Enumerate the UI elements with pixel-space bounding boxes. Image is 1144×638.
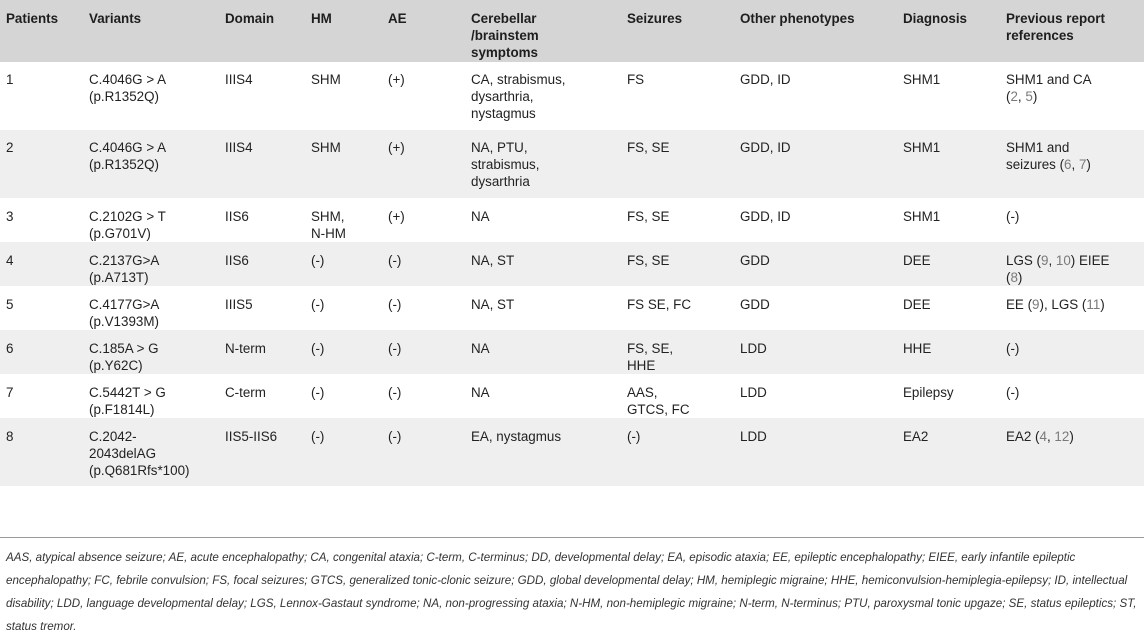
cell-variants: C.2042- 2043delAG (p.Q681Rfs*100)	[89, 429, 190, 478]
cell-domain: IIS5-IIS6	[225, 429, 278, 444]
cell-previous-references	[1000, 286, 1144, 330]
cell-patients: 1	[6, 72, 14, 87]
cell-ae: (+)	[388, 72, 405, 87]
reference-text: ), LGS (	[1039, 297, 1087, 312]
cell-other-phenotypes: LDD	[740, 385, 767, 400]
cell-ae: (+)	[388, 209, 405, 224]
reference-link[interactable]: 8	[1010, 270, 1018, 285]
reference-text: (-)	[1006, 209, 1020, 224]
cell-hm: (-)	[311, 429, 325, 444]
cell-domain: IIS6	[225, 209, 249, 224]
cell-variants: C.4046G > A (p.R1352Q)	[89, 72, 167, 104]
table-row	[0, 242, 1144, 286]
cell-seizures: FS, SE	[627, 253, 670, 268]
cell-other-phenotypes: GDD	[740, 253, 770, 268]
column-header-seizures: Seizures	[627, 11, 683, 26]
cell-patients: 6	[6, 341, 14, 356]
cell-diagnosis: SHM1	[903, 140, 941, 155]
cell-other-phenotypes: GDD	[740, 297, 770, 312]
reference-link[interactable]: 7	[1078, 157, 1087, 172]
cell-diagnosis: SHM1	[903, 72, 941, 87]
table-row	[0, 374, 1144, 418]
reference-text: SHM1 and seizures (	[1006, 140, 1070, 172]
cell-hm: (-)	[311, 385, 325, 400]
reference-link[interactable]: 11	[1086, 297, 1101, 312]
reference-text: EA2 (	[1006, 429, 1040, 444]
reference-text: (-)	[1006, 341, 1020, 356]
cell-ae: (-)	[388, 341, 402, 356]
cell-patients: 2	[6, 140, 14, 155]
cell-ae: (-)	[388, 253, 402, 268]
column-header-domain: Domain	[225, 11, 275, 26]
cell-diagnosis: DEE	[903, 253, 931, 268]
cell-patients: 3	[6, 209, 14, 224]
table-row	[0, 286, 1144, 330]
reference-link[interactable]: 2	[1010, 89, 1018, 104]
cell-seizures: FS, SE	[627, 140, 670, 155]
reference-link[interactable]: 12	[1054, 429, 1070, 444]
cell-cerebellar: NA	[471, 341, 490, 356]
table-footnote: AAS, atypical absence seizure; AE, acute encephalopathy; CA, congenital ataxia; C-term, C-terminus; DD, developmental delay; EA, episodic ataxia; EE, epileptic encephalopathy; EIEE, early infantile epileptic encephalopathy; FC, febrile convulsion; FS, focal seizures; GTCS, generalized tonic-clonic seizure; GDD, global developmental delay; HM, hemiplegic migraine; HHE, hemiconvulsion-hemiplegia-epilepsy; ID, intellectual disability; LDD, language developmental delay; LGS, Lennox-Gastaut syndrome; NA, non-progressing ataxia; N-HM, non-hemiplegic migraine; N-term, N-terminus; PTU, paroxysmal tonic upgaze; SE, status epileptics; ST, status tremor.	[0, 537, 1144, 637]
cell-diagnosis: Epilepsy	[903, 385, 954, 400]
cell-seizures: FS, SE, HHE	[627, 341, 674, 373]
column-header-patients: Patients	[6, 11, 59, 26]
column-header-diagnosis: Diagnosis	[903, 11, 967, 26]
table-header-row	[0, 0, 1144, 62]
cell-other-phenotypes: LDD	[740, 429, 767, 444]
reference-text: ,	[1071, 157, 1079, 172]
reference-link[interactable]: 4	[1039, 429, 1047, 444]
column-header-other-phenotypes: Other phenotypes	[740, 11, 855, 26]
cell-hm: (-)	[311, 297, 325, 312]
table-row	[0, 130, 1144, 198]
reference-text: ,	[1048, 253, 1056, 268]
cell-previous-references	[1000, 330, 1144, 374]
cell-patients: 7	[6, 385, 14, 400]
reference-text: SHM1 and CA (	[1006, 72, 1092, 104]
cell-variants: C.2102G > T (p.G701V)	[89, 209, 166, 241]
cell-hm: (-)	[311, 341, 325, 356]
cell-domain: IIIS4	[225, 140, 253, 155]
cell-domain: IIIS4	[225, 72, 253, 87]
column-header-ae: AE	[388, 11, 407, 26]
cell-seizures: FS	[627, 72, 645, 87]
reference-text: ,	[1017, 89, 1026, 104]
column-header-hm: HM	[311, 11, 332, 26]
cell-domain: C-term	[225, 385, 266, 400]
cell-previous-references	[1000, 198, 1144, 242]
reference-text: EE (	[1006, 297, 1033, 312]
cell-other-phenotypes: GDD, ID	[740, 72, 791, 87]
cell-ae: (-)	[388, 385, 402, 400]
cell-hm: SHM	[311, 72, 341, 87]
reference-link[interactable]: 9	[1040, 253, 1049, 268]
cell-ae: (+)	[388, 140, 405, 155]
column-header-previous-references: Previous report references	[1006, 11, 1105, 43]
table-row	[0, 330, 1144, 374]
cell-patients: 4	[6, 253, 14, 268]
reference-text: )	[1032, 89, 1038, 104]
cell-previous-references	[1000, 374, 1144, 418]
table-row	[0, 62, 1144, 130]
reference-text: LGS (	[1006, 253, 1041, 268]
reference-text: )	[1086, 157, 1091, 172]
reference-text: ) EIEE (	[1006, 253, 1110, 285]
reference-text: )	[1069, 429, 1074, 444]
cell-cerebellar: NA, ST	[471, 253, 515, 268]
cell-patients: 8	[6, 429, 14, 444]
cell-patients: 5	[6, 297, 14, 312]
reference-link[interactable]: 10	[1055, 253, 1071, 268]
reference-text: (-)	[1006, 385, 1020, 400]
cell-hm: SHM	[311, 140, 341, 155]
cell-seizures: AAS, GTCS, FC	[627, 385, 690, 417]
cell-seizures: FS SE, FC	[627, 297, 691, 312]
cell-ae: (-)	[388, 297, 402, 312]
cell-diagnosis: EA2	[903, 429, 929, 444]
cell-domain: IIIS5	[225, 297, 253, 312]
cell-cerebellar: NA, ST	[471, 297, 515, 312]
cell-diagnosis: SHM1	[903, 209, 941, 224]
cell-variants: C.4177G>A (p.V1393M)	[89, 297, 160, 329]
cell-seizures: (-)	[627, 429, 641, 444]
cell-cerebellar: EA, nystagmus	[471, 429, 562, 444]
cell-variants: C.5442T > G (p.F1814L)	[89, 385, 166, 417]
cell-hm: SHM, N-HM	[311, 209, 346, 241]
reference-link[interactable]: 6	[1064, 157, 1072, 172]
reference-text: )	[1017, 270, 1023, 285]
cell-variants: C.185A > G (p.Y62C)	[89, 341, 159, 373]
column-header-cerebellar: Cerebellar /brainstem symptoms	[471, 11, 539, 60]
reference-link[interactable]: 9	[1032, 297, 1040, 312]
reference-text: ,	[1046, 429, 1055, 444]
table-body	[0, 62, 1144, 486]
table-row	[0, 418, 1144, 486]
column-header-variants: Variants	[89, 11, 142, 26]
cell-diagnosis: DEE	[903, 297, 931, 312]
cell-cerebellar: CA, strabismus, dysarthria, nystagmus	[471, 72, 566, 121]
cell-seizures: FS, SE	[627, 209, 670, 224]
cell-other-phenotypes: LDD	[740, 341, 767, 356]
cell-variants: C.4046G > A (p.R1352Q)	[89, 140, 167, 172]
cell-cerebellar: NA	[471, 385, 490, 400]
cell-ae: (-)	[388, 429, 402, 444]
cell-variants: C.2137G>A (p.A713T)	[89, 253, 160, 285]
cell-hm: (-)	[311, 253, 325, 268]
cell-cerebellar: NA	[471, 209, 490, 224]
reference-text: )	[1100, 297, 1105, 312]
cell-previous-references	[1000, 130, 1144, 198]
cell-other-phenotypes: GDD, ID	[740, 209, 791, 224]
cell-previous-references	[1000, 62, 1144, 130]
table-row	[0, 198, 1144, 242]
reference-link[interactable]: 5	[1025, 89, 1033, 104]
cell-domain: IIS6	[225, 253, 249, 268]
cell-cerebellar: NA, PTU, strabismus, dysarthria	[471, 140, 540, 189]
cell-other-phenotypes: GDD, ID	[740, 140, 791, 155]
cell-previous-references	[1000, 242, 1144, 286]
cell-previous-references	[1000, 418, 1144, 486]
cell-diagnosis: HHE	[903, 341, 932, 356]
cell-domain: N-term	[225, 341, 266, 356]
